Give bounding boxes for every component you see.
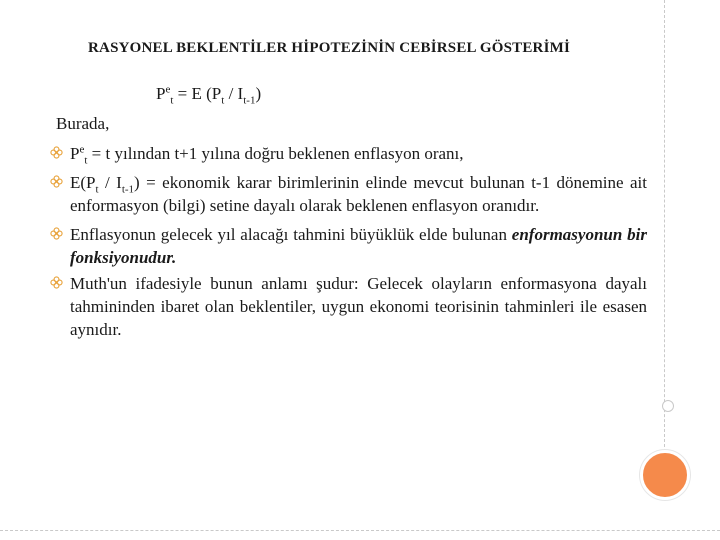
formula-p-sub: t bbox=[221, 94, 225, 107]
formula-close: ) bbox=[255, 84, 262, 103]
formula-i-sub: t-1 bbox=[243, 94, 256, 107]
small-ring-decoration bbox=[662, 400, 674, 412]
list-item: $P^e_t = t$ yılından t+1 yılına doğru beklenen enflasyon oranı, bbox=[50, 142, 647, 165]
list-item: Muth'un ifadesiyle bunun anlamı şudur: Gelecek olayların enformasyona dayalı tahmininden ibaret olan beklentiler, uygun ekonomi teorisinin tahminleri ile esasen aynıdır. bbox=[50, 272, 647, 341]
formula bbox=[156, 83, 262, 107]
formula-slash: / I bbox=[224, 84, 244, 103]
list-item: $E(P_t / I_{t-1})$ = ekonomik karar birimlerinin elinde mevcut bulunan t-1 dönemine ait enformasyon (bilgi) setine dayalı olarak beklenen enflasyon oranıdır. bbox=[50, 171, 647, 217]
frame-bottom-line bbox=[0, 530, 720, 531]
formula-lhs: P bbox=[156, 84, 166, 103]
emphasis-text: enformasyonun bir fonksiyonudur. bbox=[70, 225, 647, 267]
flower-bullet-icon bbox=[50, 276, 63, 289]
flower-bullet-icon bbox=[50, 227, 63, 240]
list-item: Enflasyonun gelecek yıl alacağı tahmini büyüklük elde bulunan enformasyonun bir fonksiyonudur. bbox=[50, 223, 647, 269]
flower-bullet-icon bbox=[50, 146, 63, 159]
orange-circle-decoration bbox=[640, 450, 690, 500]
formula-lhs-sub: t bbox=[170, 94, 174, 107]
bullet-list bbox=[50, 142, 647, 347]
formula-mid: = E (P bbox=[173, 84, 222, 103]
frame-right-line bbox=[664, 0, 665, 452]
formula-lhs-sup: e bbox=[165, 83, 171, 96]
flower-bullet-icon bbox=[50, 175, 63, 188]
intro-text: Burada, bbox=[56, 114, 110, 133]
slide-title: RASYONEL BEKLENTİLER HİPOTEZİNİN CEBİRSEL GÖSTERİMİ bbox=[88, 40, 571, 56]
